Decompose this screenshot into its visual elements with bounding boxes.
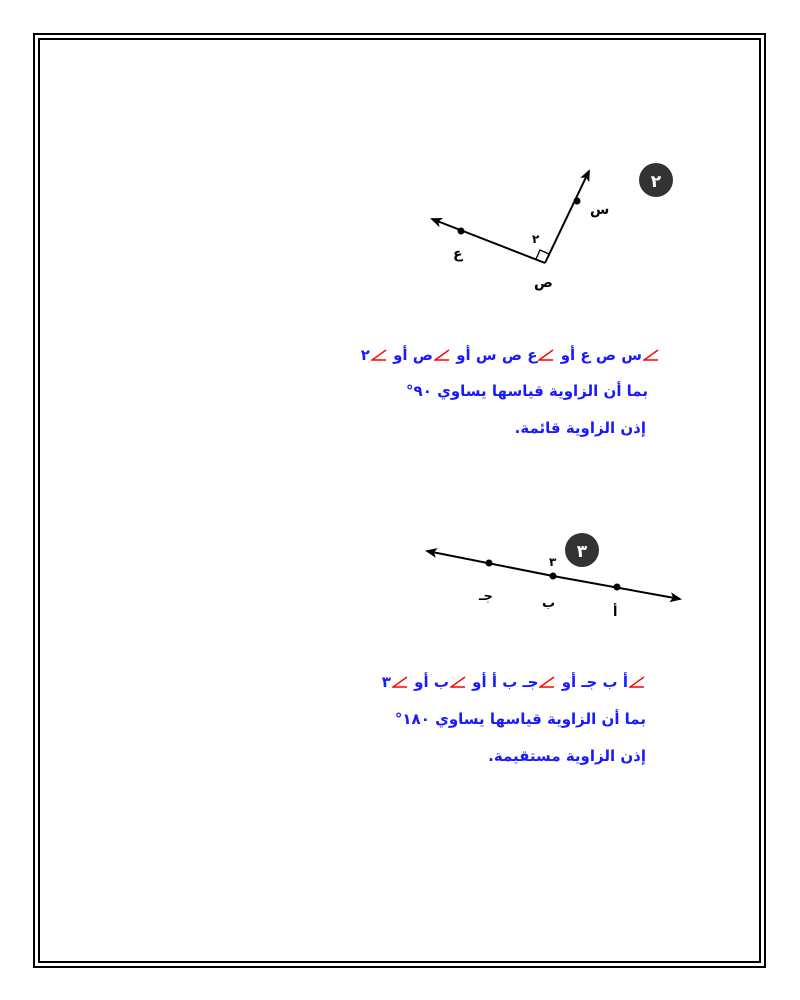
angle-symbol-icon xyxy=(371,349,387,361)
angle-symbol-icon xyxy=(392,676,408,688)
problem3-badge-number: ٣ xyxy=(576,542,588,562)
point-b xyxy=(550,573,557,580)
problem2-or-2: أو xyxy=(456,346,471,364)
label-angle-3: ٣ xyxy=(549,555,557,569)
label-b: ب xyxy=(542,596,556,611)
angle-symbol-icon xyxy=(434,349,450,361)
problem2-name-2: ع ص س xyxy=(475,346,538,364)
problem2-or-1: أو xyxy=(560,346,576,364)
angle-symbol-icon xyxy=(629,676,645,688)
point-j xyxy=(486,560,493,567)
label-s: س xyxy=(590,202,610,218)
problem2-name-3: ص xyxy=(412,346,433,364)
problem3-or-2: أو xyxy=(472,673,487,691)
problem3-measure-line: بما أن الزاوية قياسها يساوي ١٨٠° xyxy=(394,710,646,728)
problem2-or-3: أو xyxy=(393,346,408,364)
angle-symbol-icon xyxy=(643,349,659,361)
point-a xyxy=(614,584,621,591)
label-j: جـ xyxy=(479,589,493,604)
angle-symbol-icon xyxy=(450,676,466,688)
problem2-badge-number: ٢ xyxy=(650,172,662,192)
problem3-or-3: أو xyxy=(414,673,429,691)
problem3-badge xyxy=(565,533,599,567)
problem2-angle-names xyxy=(361,346,660,364)
label-ain: ع xyxy=(453,246,463,262)
problem3-name-1: أ ب جـ xyxy=(581,673,628,691)
problem2-measure-line: بما أن الزاوية قياسها يساوي ٩٠° xyxy=(406,382,648,400)
label-sad: ص xyxy=(534,275,553,291)
problem2-name-4: ٢ xyxy=(360,346,370,364)
label-a: أ xyxy=(613,605,618,620)
problem3-name-4: ٣ xyxy=(381,673,391,691)
problem3-name-2: جـ ب أ xyxy=(491,673,539,691)
problem3-name-3: ب xyxy=(433,673,449,691)
angle-symbol-icon xyxy=(538,349,554,361)
label-angle-2: ٢ xyxy=(532,232,540,246)
problem3-angle-names xyxy=(382,673,646,691)
problem2-name-1: س ص ع xyxy=(580,346,642,364)
problem3-conclusion: إذن الزاوية مستقيمة. xyxy=(488,747,646,765)
angle-symbol-icon xyxy=(539,676,555,688)
problem2-conclusion: إذن الزاوية قائمة. xyxy=(514,419,646,437)
problem3-or-1: أو xyxy=(561,673,577,691)
